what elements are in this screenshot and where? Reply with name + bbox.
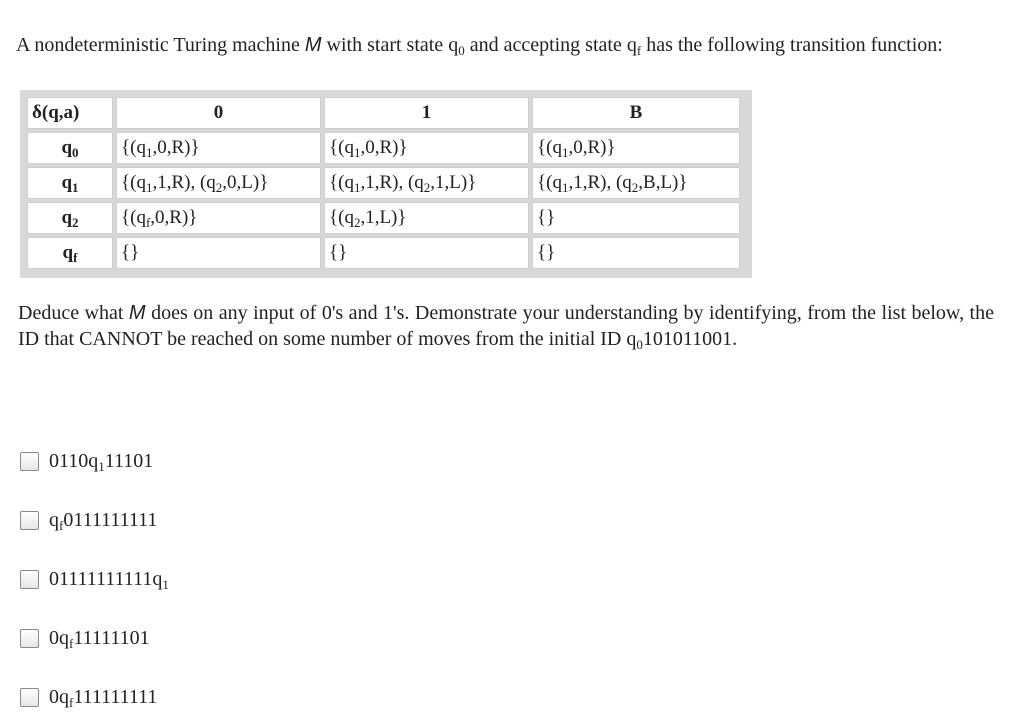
state-sub: 0 <box>72 145 79 160</box>
cell-text: {$(q_1,1,R)$, $(q_2,0,L)$} <box>121 172 269 195</box>
table-cell <box>116 132 321 164</box>
option-state-sub: 1 <box>162 577 169 592</box>
state-letter: q <box>61 207 73 228</box>
state-letter: q <box>61 137 73 158</box>
table-row <box>27 202 740 234</box>
state-sub: 2 <box>72 215 79 230</box>
table-cell <box>532 132 740 164</box>
option-text-pre: q <box>49 509 59 531</box>
cell-text: $\{(q_1,0,R)\}$ <box>537 137 616 160</box>
question-text-1: Deduce what <box>18 302 129 324</box>
option-state-sub: f <box>69 636 74 651</box>
answer-option[interactable] <box>20 550 169 609</box>
option-state-sub: f <box>69 695 74 710</box>
table-row <box>27 132 740 164</box>
cell-text: {$(q_1,1,R)$, $(q_2,1,L)$} <box>329 172 477 195</box>
intro-text-4: has the following transition function: <box>641 34 943 56</box>
column-header: 0 <box>116 97 321 129</box>
option-label[interactable] <box>49 568 169 591</box>
option-label[interactable] <box>49 627 150 650</box>
cell-text: {$(q_1,1,R)$, $(q_2,B,L)$} <box>537 172 688 195</box>
cell-text: $\{(q_2,1,L)\}$ <box>329 207 407 230</box>
column-header: 1 <box>324 97 529 129</box>
question-text <box>18 300 994 352</box>
option-checkbox[interactable] <box>20 570 39 589</box>
answer-option[interactable] <box>20 432 169 491</box>
cell-text: {} <box>537 242 556 263</box>
answer-options <box>20 432 169 727</box>
cell-text: {} <box>329 242 348 263</box>
option-text-pre: 0q <box>49 686 69 708</box>
state-header <box>27 167 113 199</box>
transition-table <box>24 94 743 272</box>
option-checkbox[interactable] <box>20 629 39 648</box>
question-text-2: does on any input of 0's and 1's. Demonstrate your understanding by identifying, from the list below, the ID that CANNOT be reached on some number of moves from the initial ID q <box>18 302 994 350</box>
table-cell <box>116 167 321 199</box>
option-text-pre: 01111111111q <box>49 568 163 590</box>
state-header <box>27 237 113 269</box>
table-cell <box>116 237 321 269</box>
table-cell <box>324 202 529 234</box>
option-checkbox[interactable] <box>20 452 39 471</box>
table-header-row <box>27 97 740 129</box>
accept-state-sub: f <box>636 43 642 58</box>
table-cell <box>324 167 529 199</box>
question-text-3: 101011001. <box>642 328 738 350</box>
table-cell <box>324 237 529 269</box>
cell-text: $\{(q_f,0,R)\}$ <box>121 207 198 230</box>
option-text-post: 11111101 <box>73 627 150 649</box>
corner-header: δ(q,a) <box>27 97 113 129</box>
table-row <box>27 167 740 199</box>
table-cell <box>532 202 740 234</box>
intro-text-2: with start state q <box>321 34 459 56</box>
option-text-post: 11101 <box>104 450 154 472</box>
table-cell <box>532 167 740 199</box>
table-row <box>27 237 740 269</box>
machine-symbol: M <box>304 34 322 56</box>
cell-text: {} <box>121 242 140 263</box>
intro-text-3: and accepting state q <box>464 34 637 56</box>
table-cell <box>324 132 529 164</box>
cell-text: $\{(q_1,0,R)\}$ <box>329 137 408 160</box>
option-text-pre: 0110q <box>49 450 99 472</box>
cell-text: {} <box>537 207 556 228</box>
column-header: B <box>532 97 740 129</box>
answer-option[interactable] <box>20 668 169 727</box>
state-sub: f <box>73 250 78 265</box>
state-sub: 1 <box>72 180 79 195</box>
initial-state-sub: 0 <box>636 337 643 352</box>
cell-text: $\{(q_1,0,R)\}$ <box>121 137 200 160</box>
start-state-sub: 0 <box>458 43 465 58</box>
state-letter: q <box>62 242 74 263</box>
option-text-post: 0111111111 <box>63 509 158 531</box>
answer-option[interactable] <box>20 609 169 668</box>
option-text-pre: 0q <box>49 627 69 649</box>
problem-intro <box>16 29 996 61</box>
state-letter: q <box>61 172 73 193</box>
transition-table-frame <box>20 90 752 278</box>
option-state-sub: 1 <box>98 459 105 474</box>
option-label[interactable] <box>49 509 157 532</box>
option-checkbox[interactable] <box>20 511 39 530</box>
machine-symbol: M <box>128 302 146 324</box>
table-cell <box>116 202 321 234</box>
state-header <box>27 132 113 164</box>
state-header <box>27 202 113 234</box>
option-state-sub: f <box>59 518 64 533</box>
intro-text-1: A nondeterministic Turing machine <box>16 34 305 56</box>
table-cell <box>532 237 740 269</box>
option-label[interactable] <box>49 686 157 709</box>
answer-option[interactable] <box>20 491 169 550</box>
option-label[interactable] <box>49 450 153 473</box>
option-checkbox[interactable] <box>20 688 39 707</box>
option-text-post: 111111111 <box>73 686 158 708</box>
